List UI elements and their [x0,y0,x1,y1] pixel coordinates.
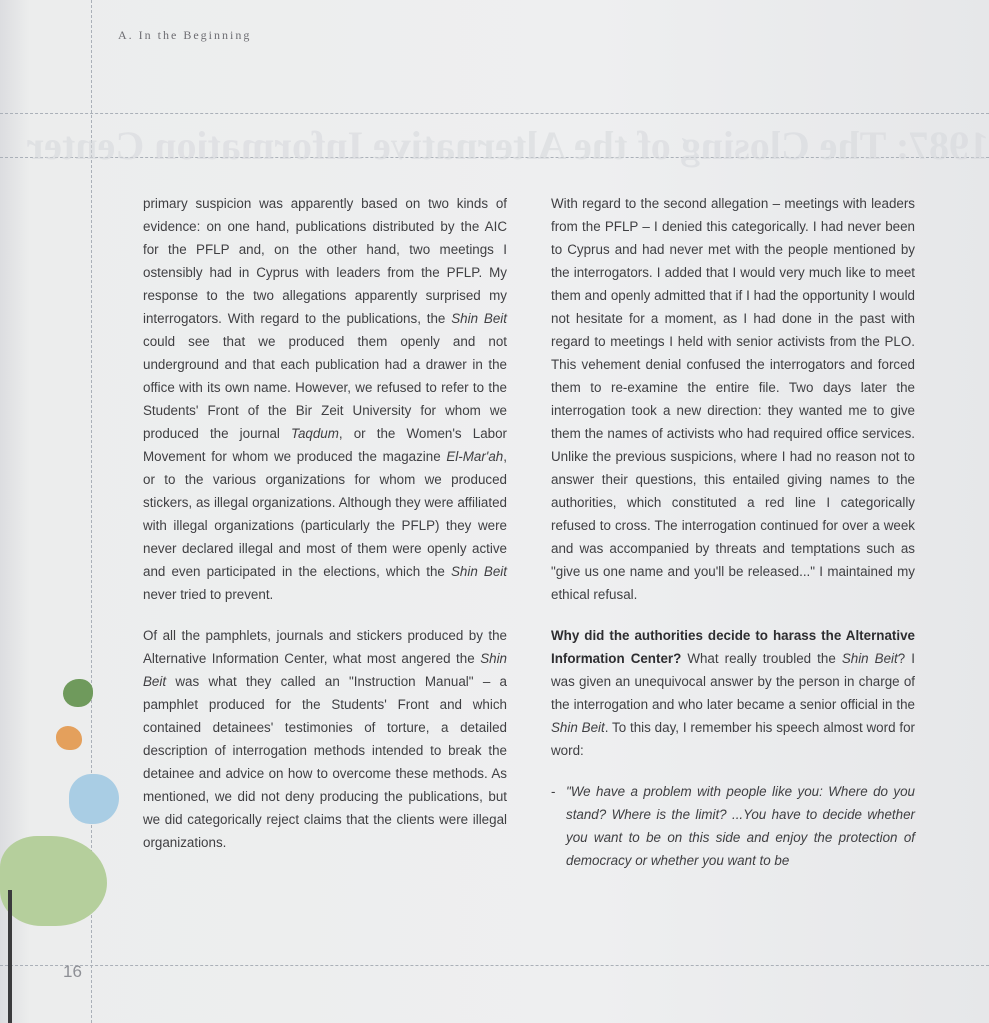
show-through-title: 1987: The Closing of the Alternative Information Center [26,123,989,168]
text-run: . To this day, I remember his speech almost word for word: [551,720,915,758]
left-paragraph-2 [143,624,507,854]
quote-text: "We have a problem with people like you: Where do you stand? Where is the limit? ...You have to decide whether you want to be on this side and enjoy the protection of democracy or whether you want to be [566,784,915,868]
book-spine-edge [8,890,12,1023]
italic-term: El-Mar'ah [446,449,504,464]
left-column [143,192,507,872]
right-paragraph-2 [551,624,915,762]
decorative-blob-orange [56,726,82,750]
guide-line-bottom [0,965,989,966]
italic-term: Shin Beit [451,311,507,326]
text-run: was what they called an "Instruction Manual" – a pamphlet produced for the Students' Front and which contained detainees' testimonies of torture, a detailed description of interrogation methods intended to break the detainee and advice on how to overcome these methods. As mentioned, we did not deny producing the publications, but we did categorically reject claims that the clients were illegal organizations. [143,674,507,850]
running-header: A. In the Beginning [118,28,252,42]
interrogator-quote [551,780,915,872]
italic-term: Shin Beit [551,720,605,735]
text-run: ? I was given an unequivocal answer by the person in charge of the interrogation and who later became a senior official in the [551,651,915,712]
italic-term: Shin Beit [143,651,507,689]
text-run: never tried to prevent. [143,587,274,602]
text-run: primary suspicion was apparently based on two kinds of evidence: on one hand, publications distributed by the AIC for the PFLP and, on the other hand, two meetings I ostensibly had in Cyprus with leaders from the PFLP. My response to the two allegations apparently surprised my interrogators. With regard to the publications, the [143,196,507,326]
text-run: , or to the various organizations for whom we produced stickers, as illegal organizations. Although they were affiliated with illegal organizations (particularly the PFLP) they were never declared illegal and most of them were openly active and even participated in the elections, which the [143,449,507,579]
text-run: What really troubled the [681,651,842,666]
text-run: , or the Women's Labor Movement for whom we produced the magazine [143,426,507,464]
page-number: 16 [63,962,82,981]
decorative-blob-light-green [0,836,107,926]
italic-term: Shin Beit [841,651,898,666]
text-run: could see that we produced them openly and not underground and that each publication had a drawer in the office with its own name. However, we refused to refer to the Students' Front of the Bir Zeit University for whom we produced the journal [143,334,507,441]
decorative-blob-blue [69,774,119,824]
guide-line-top [0,113,989,114]
left-paragraph-1 [143,192,507,606]
right-paragraph-1 [551,192,915,606]
decorative-blob-green [63,679,93,707]
quote-dash: - [551,784,556,799]
text-run: Of all the pamphlets, journals and stickers produced by the Alternative Information Center, what most angered the [143,628,507,666]
question-heading: Why did the authorities decide to harass the Alternative Information Center? [551,628,915,666]
italic-term: Shin Beit [451,564,507,579]
right-column [551,192,915,890]
text-run: With regard to the second allegation – meetings with leaders from the PFLP – I denied this categorically. I had never been to Cyprus and had never met with the people mentioned by the interrogators. I added that I would very much like to meet them and openly admitted that if I had the opportunity I would not hesitate for a moment, as I had done in the past with regard to meetings I held with senior activists from the PLO. This vehement denial confused the interrogators and forced them to re-examine the entire file. Two days later the interrogation took a new direction: they wanted me to give them the names of activists who had required office services. Unlike the previous suspicions, where I had no reason not to answer their questions, this entailed giving names to the authorities, which constituted a red line I categorically refused to cross. The interrogation continued for over a week and was accompanied by threats and temptations such as "give us one name and you'll be released..." I maintained my ethical refusal. [551,196,915,602]
italic-term: Taqdum [291,426,339,441]
